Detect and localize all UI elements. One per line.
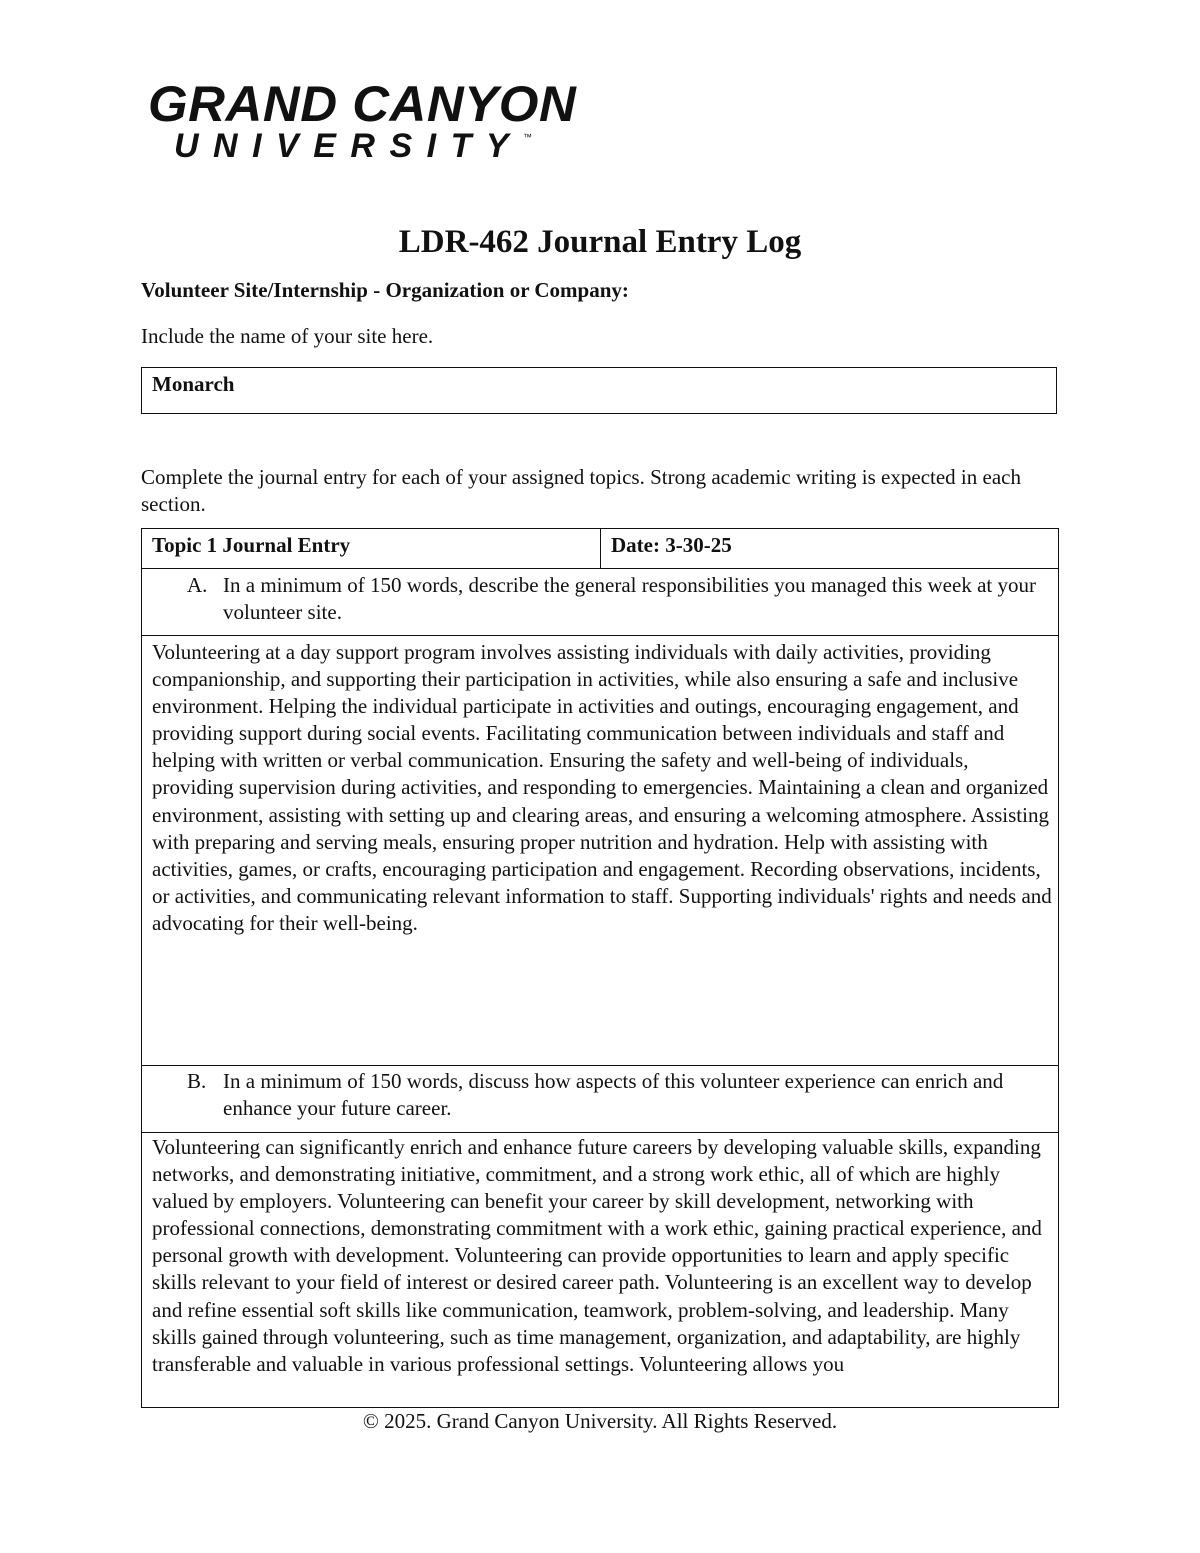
row-divider bbox=[142, 635, 1058, 636]
copyright-footer: © 2025. Grand Canyon University. All Rights Reserved. bbox=[362, 1409, 838, 1433]
row-divider bbox=[142, 1132, 1058, 1133]
response-b[interactable]: Volunteering can significantly enrich and enhance future careers by developing valuable skills, expanding networks, and demonstrating initiative, commitment, and a strong work ethic, all of which are highly valued by employers. Volunteering can benefit your career by skill development, networking with professional connections, demonstrating commitment with a work ethic, gaining practical experience, and personal growth with development. Volunteering can provide opportunities to learn and apply specific skills relevant to your field of interest or desired career path. Volunteering is an excellent way to develop and refine essential soft skills like communication, teamwork, problem-solving, and leadership. Many skills gained through volunteering, such as time management, organization, and adaptability, are highly transferable and valuable in various professional settings. Volunteering allows you bbox=[152, 1135, 1042, 1376]
logo-trademark: ™ bbox=[523, 132, 532, 142]
row-divider bbox=[142, 1065, 1058, 1066]
row-divider bbox=[142, 568, 1058, 569]
intro-instructions: Complete the journal entry for each of your assigned topics. Strong academic writing is expected in each section. bbox=[141, 465, 1021, 516]
entry-date: Date: 3-30-25 bbox=[611, 533, 732, 557]
prompt-b bbox=[187, 1068, 1037, 1122]
site-name-box[interactable] bbox=[141, 367, 1057, 414]
prompt-b-letter: B. bbox=[187, 1069, 207, 1093]
site-name: Monarch bbox=[152, 372, 235, 396]
document-title: LDR-462 Journal Entry Log bbox=[398, 224, 802, 260]
header-divider bbox=[600, 529, 601, 569]
prompt-a-letter: A. bbox=[187, 573, 208, 597]
logo-line-grand-canyon: GRAND CANYON bbox=[148, 76, 577, 132]
prompt-b-text: In a minimum of 150 words, discuss how aspects of this volunteer experience can enrich and enhance your future career. bbox=[223, 1069, 1004, 1120]
prompt-a-text: In a minimum of 150 words, describe the general responsibilities you managed this week at your volunteer site. bbox=[223, 573, 1036, 624]
journal-entry-table bbox=[141, 528, 1059, 1408]
prompt-a bbox=[187, 572, 1037, 626]
site-label: Volunteer Site/Internship - Organization or Company: bbox=[141, 278, 629, 302]
topic-label: Topic 1 Journal Entry bbox=[152, 533, 351, 557]
site-instruction: Include the name of your site here. bbox=[141, 324, 434, 348]
response-a[interactable]: Volunteering at a day support program involves assisting individuals with daily activities, providing companionship, and supporting their participation in activities, while also ensuring a safe and inclusive environment. Helping the individual participate in activities and outings, encouraging engagement, and providing support during social events. Facilitating communication between individuals and staff and helping with written or verbal communication. Ensuring the safety and well-being of individuals, providing supervision during activities, and responding to emergencies. Maintaining a clean and organized environment, assisting with setting up and clearing areas, and ensuring a welcoming atmosphere. Assisting with preparing and serving meals, ensuring proper nutrition and hydration. Help with assisting with activities, games, or crafts, encouraging participation and engagement. Recording observations, incidents, or activities, and communicating relevant information to staff. Supporting individuals' rights and needs and advocating for their well-being. bbox=[152, 640, 1052, 935]
logo-line-university: UNIVERSITY bbox=[174, 127, 524, 165]
university-logo bbox=[148, 76, 577, 172]
